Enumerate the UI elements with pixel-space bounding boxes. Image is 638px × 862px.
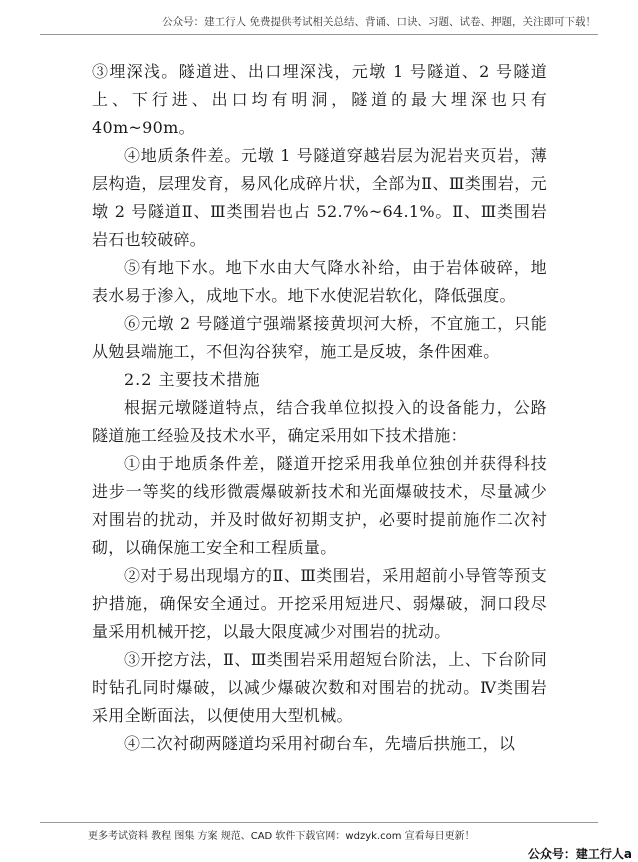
header-divider xyxy=(40,34,598,35)
section-heading: 2.2 主要技术措施 xyxy=(124,370,261,389)
paragraph-measure-2: ②对于易出现塌方的Ⅱ、Ⅲ类围岩，采用超前小导管等预支护措施，确保安全通过。开挖采用短进尺、弱爆破，洞口段尽量采用机械开挖，以最大限度减少对围岩的扰动。 xyxy=(92,566,547,641)
paragraph-groundwater: ⑤有地下水。地下水由大气降水补给，由于岩体破碎，地表水易于渗入，成地下水。地下水使泥岩软化，降低强度。 xyxy=(92,258,547,305)
watermark: 公众号：建工行人a xyxy=(527,847,632,861)
document-body xyxy=(92,58,547,758)
paragraph-intro-measures: 根据元墩隧道特点，结合我单位拟投入的设备能力，公路隧道施工经验及技术水平，确定采用如下技术措施： xyxy=(92,398,547,445)
paragraph-measure-1: ①由于地质条件差，隧道开挖采用我单位独创并获得科技进步一等奖的线形微震爆破新技术和光面爆破技术，尽量减少对围岩的扰动，并及时做好初期支护，必要时提前施作二次衬砌，以确保施工安全和工程质量。 xyxy=(92,454,547,557)
page-header: 公众号：建工行人 免费提供考试相关总结、背诵、口诀、习题、试卷、押题，关注即可下载！ xyxy=(162,16,596,28)
paragraph-geology: ④地质条件差。元墩 1 号隧道穿越岩层为泥岩夹页岩，薄层构造，层理发育，易风化成碎片状，全部为Ⅱ、Ⅲ类围岩，元墩 2 号隧道Ⅱ、Ⅲ类围岩也占 52.7%~64.1%。Ⅱ、Ⅲ类围岩岩石也较破碎。 xyxy=(92,146,547,249)
footer-divider xyxy=(40,822,598,823)
paragraph-measure-4: ④二次衬砌两隧道均采用衬砌台车，先墙后拱施工，以 xyxy=(124,734,516,753)
page-footer: 更多考试资料 教程 图集 方案 规范、CAD 软件下载官网：wdzyk.com 宣看每日更新！ xyxy=(88,831,475,842)
paragraph-burial-depth: ③埋深浅。隧道进、出口埋深浅，元墩 1 号隧道、2 号隧道上、下行进、出口均有明洞，隧道的最大埋深也只有 40m~90m。 xyxy=(92,62,547,137)
paragraph-measure-3: ③开挖方法，Ⅱ、Ⅲ类围岩采用超短台阶法，上、下台阶同时钻孔同时爆破，以减少爆破次数和对围岩的扰动。Ⅳ类围岩采用全断面法，以便使用大型机械。 xyxy=(92,650,547,725)
paragraph-construction-side: ⑥元墩 2 号隧道宁强端紧接黄坝河大桥，不宜施工，只能从勉县端施工，不但沟谷狭窄，施工是反坡，条件困难。 xyxy=(92,314,547,361)
